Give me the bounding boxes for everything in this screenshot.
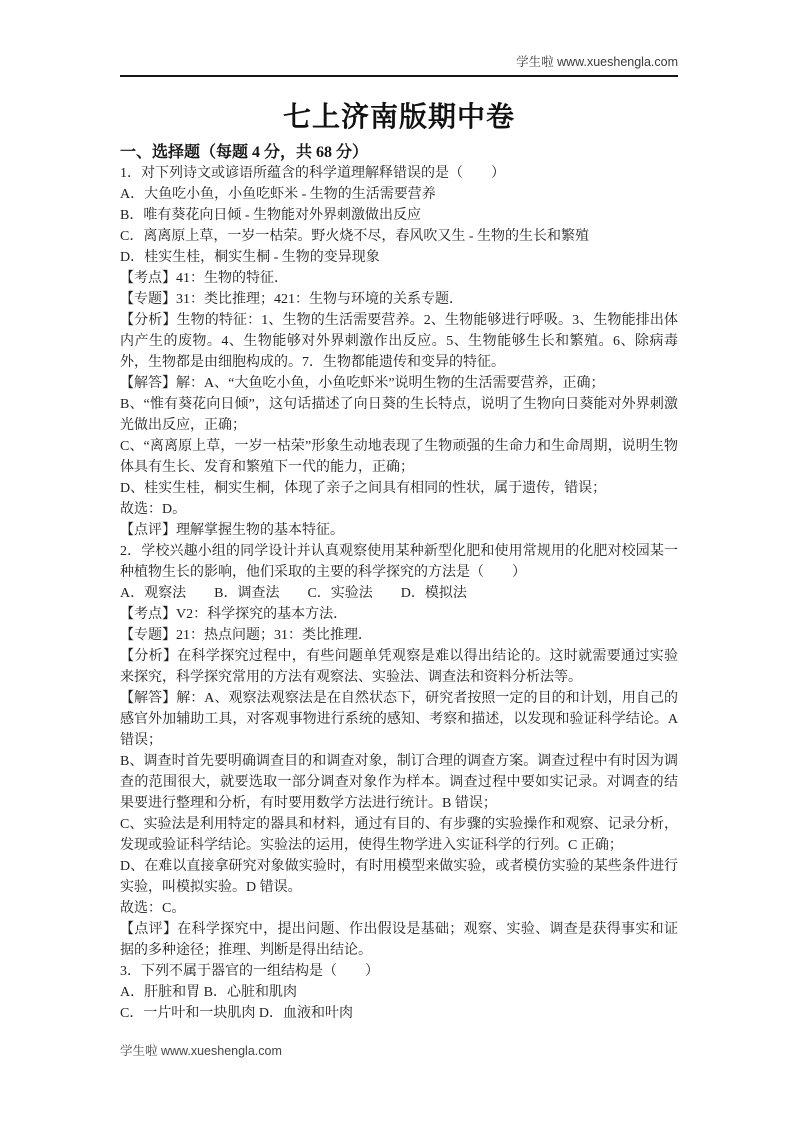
paragraph: 【分析】生物的特征：1、生物的生活需要营养。2、生物能够进行呼吸。3、生物能排出体内产生的废物。4、生物能够对外界刺激作出反应。5、生物能够生长和繁殖。6、除病毒外，生物都是由细胞构成的。7．生物都能遗传和变异的特征。	[120, 313, 678, 370]
paragraph: 3．下列不属于器官的一组结构是（ ）	[120, 964, 379, 979]
footer-site-label: 学生啦 www.xueshengla.com	[120, 1044, 282, 1058]
paragraph: D、桂实生桂，桐实生桐，体现了亲子之间具有相同的性状，属于遗传，错误；	[120, 481, 607, 496]
paragraph: 【解答】解：A、“大鱼吃小鱼，小鱼吃虾米”说明生物的生活需要营养，正确；	[120, 376, 605, 391]
paragraph: 故选：C。	[120, 901, 186, 916]
paragraph: A．观察法 B．调查法 C．实验法 D．模拟法	[120, 586, 467, 601]
paragraph: 故选：D。	[120, 502, 187, 517]
paragraph: 【考点】V2：科学探究的基本方法．	[120, 607, 348, 622]
page-footer	[120, 1043, 282, 1059]
paragraph: B、“惟有葵花向日倾”，这句话描述了向日葵的生长特点，说明了生物向日葵能对外界刺激光做出反应，正确；	[120, 397, 678, 433]
paragraph: C．离离原上草，一岁一枯荣。野火烧不尽，春风吹又生 - 生物的生长和繁殖	[120, 229, 589, 244]
paragraph: A．大鱼吃小鱼，小鱼吃虾米 - 生物的生活需要营养	[120, 187, 436, 202]
paragraph: B．唯有葵花向日倾 - 生物能对外界刺激做出反应	[120, 208, 421, 223]
page-header	[120, 54, 678, 70]
paragraph: 【点评】理解掌握生物的基本特征。	[120, 523, 344, 538]
header-divider	[120, 75, 678, 77]
page-title: 七上济南版期中卷	[282, 102, 515, 133]
paragraph: B、调查时首先要明确调查目的和调查对象，制订合理的调查方案。调查过程中有时因为调查的范围很大，就要选取一部分调查对象作为样本。调查过程中要如实记录。对调查的结果要进行整理和分析，有时要用数学方法进行统计。B 错误；	[120, 754, 678, 811]
paragraph: C．一片叶和一块肌肉 D．血液和叶肉	[120, 1006, 353, 1021]
paragraph: C、“离离原上草，一岁一枯荣”形象生动地表现了生物顽强的生命力和生命周期，说明生物体具有生长、发育和繁殖下一代的能力，正确；	[120, 439, 678, 475]
section-heading: 一、选择题（每题 4 分，共 68 分）	[120, 144, 369, 161]
paragraph: D．桂实生桂，桐实生桐 - 生物的变异现象	[120, 250, 380, 265]
paragraph: 【分析】在科学探究过程中，有些问题单凭观察是难以得出结论的。这时就需要通过实验来探究，科学探究常用的方法有观察法、实验法、调查法和资料分析法等。	[120, 649, 678, 685]
paragraph: C、实验法是利用特定的器具和材料，通过有目的、有步骤的实验操作和观察、记录分析，发现或验证科学结论。实验法的运用，使得生物学进入实证科学的行列。C 正确；	[120, 817, 678, 853]
paragraph: 【点评】在科学探究中，提出问题、作出假设是基础；观察、实验、调查是获得事实和证据的多种途径；推理、判断是得出结论。	[120, 922, 678, 958]
header-site-label: 学生啦 www.xueshengla.com	[516, 55, 678, 69]
paragraph: 【专题】31：类比推理；421：生物与环境的关系专题．	[120, 292, 463, 307]
paragraph: 1．对下列诗文或谚语所蕴含的科学道理解释错误的是（ ）	[120, 166, 505, 181]
paragraph: D、在难以直接拿研究对象做实验时，有时用模型来做实验，或者模仿实验的某些条件进行实验，叫模拟实验。D 错误。	[120, 859, 678, 895]
paragraph: 【考点】41：生物的特征．	[120, 271, 288, 286]
document-body	[120, 163, 678, 1024]
paragraph: 2．学校兴趣小组的同学设计并认真观察使用某种新型化肥和使用常规用的化肥对校园某一种植物生长的影响，他们采取的主要的科学探究的方法是（ ）	[120, 544, 678, 580]
paragraph: A．肝脏和胃 B．心脏和肌肉	[120, 985, 297, 1000]
paragraph: 【专题】21：热点问题；31：类比推理．	[120, 628, 372, 643]
paragraph: 【解答】解：A、观察法观察法是在自然状态下，研究者按照一定的目的和计划，用自己的感官外加辅助工具，对客观事物进行系统的感知、考察和描述，以发现和验证科学结论。A 错误；	[120, 691, 678, 748]
